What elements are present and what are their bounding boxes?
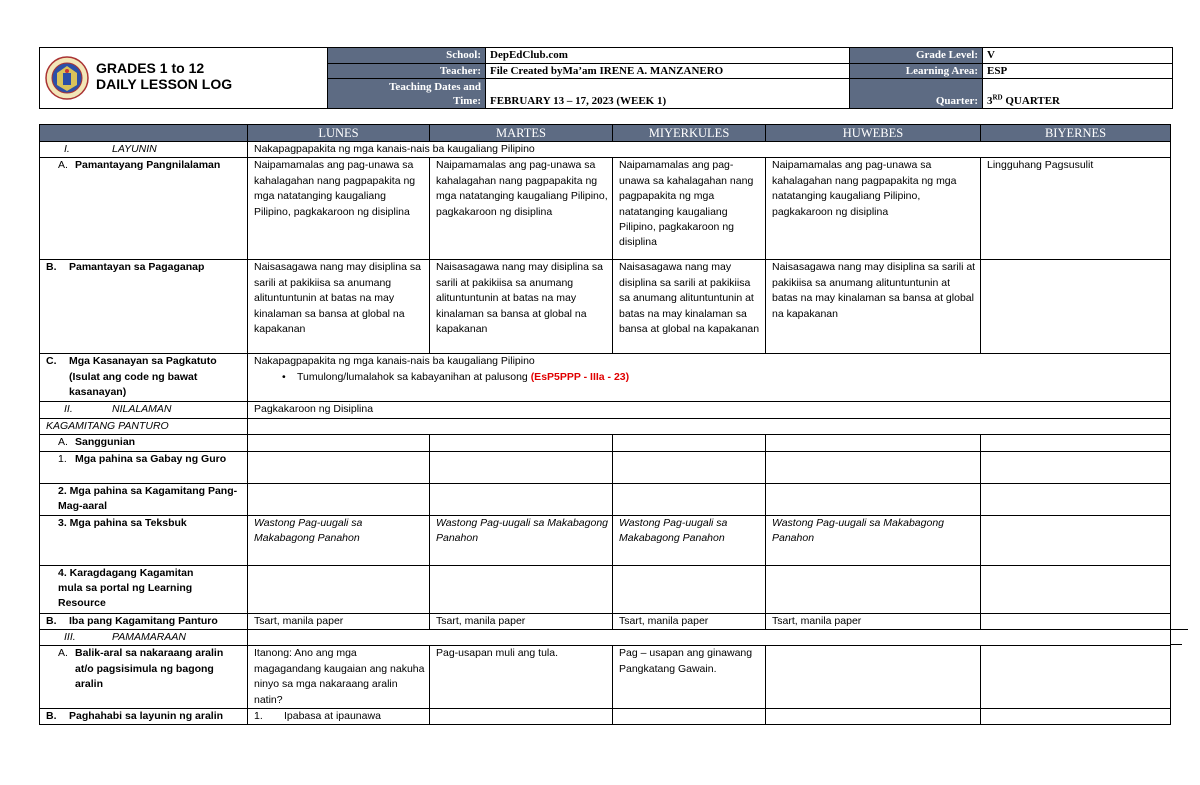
table-cell [248,435,430,451]
header-table [39,47,1173,109]
table-row [40,565,1171,613]
table-cell [766,565,981,613]
table-cell [981,646,1171,709]
table-cell: Naipamamalas ang pag-unawa sa kahalagahan nang pagpapakita ng mga natatanging kaugaliang Pilipino, pagkakaroon ng disiplina [430,158,613,260]
table-row [40,646,1171,709]
table-cell [430,565,613,613]
table-row [40,709,1171,725]
day-martes: MARTES [430,125,613,142]
row-label: B. Pamantayan sa Pagaganap [40,260,248,354]
table-cell [981,515,1171,565]
teacher-value: File Created byMa’am IRENE A. MANZANERO [486,63,850,79]
table-cell [766,451,981,483]
divider [1170,629,1188,630]
table-cell [981,613,1171,629]
row-label: A. Balik-aral sa nakaraang aralin at/o pagsisimula ng bagong aralin [40,646,248,709]
table-cell [430,709,613,725]
section-label: III. PAMAMARAAN [40,630,248,646]
table-cell: Wastong Pag-uugali sa Makabagong Panahon [430,515,613,565]
table-row [40,158,1171,260]
school-label: School: [328,48,486,64]
table-cell: Tsart, manila paper [430,613,613,629]
row-label: 2. Mga pahina sa Kagamitang Pang-Mag-aaral [40,483,248,515]
competency-code: (EsP5PPP - IIIa - 23) [530,370,630,383]
teaching-dates-value: FEBRUARY 13 – 17, 2023 (WEEK 1) [486,79,850,109]
table-cell: Tsart, manila paper [248,613,430,629]
table-cell [766,646,981,709]
table-cell [981,565,1171,613]
learning-area-label: Learning Area: [850,63,983,79]
table-cell [613,435,766,451]
table-cell [248,418,1171,434]
table-row [40,354,1171,402]
days-header-row [40,125,1171,142]
teaching-dates-label: Teaching Dates and Time: [328,79,486,109]
table-row [40,483,1171,515]
table-cell [613,483,766,515]
day-huwebes: HUWEBES [766,125,981,142]
table-cell [613,565,766,613]
table-cell [981,260,1171,354]
day-biyernes: BIYERNES [981,125,1171,142]
table-cell [766,483,981,515]
days-header-blank [40,125,248,142]
layunin-value: Nakapagpapakita ng mga kanais-nais ba kaugaliang Pilipino [248,142,1171,158]
table-row [40,418,1171,434]
quarter-value: 3RD QUARTER [983,79,1173,109]
table-row [40,260,1171,354]
table-cell [766,709,981,725]
table-row [40,435,1171,451]
kasanayan-value: Nakapagpapakita ng mga kanais-nais ba kaugaliang Pilipino • Tumulong/lumalahok sa kabayanihan at palusong (EsP5PPP - IIIa - 23) [248,354,1171,402]
table-cell [248,451,430,483]
learning-area-value: ESP [983,63,1173,79]
table-cell [766,435,981,451]
table-row [40,451,1171,483]
row-label: 4. Karagdagang Kagamitan mula sa portal ng Learning Resource [40,565,248,613]
table-cell: Wastong Pag-uugali sa Makabagong Panahon [766,515,981,565]
grade-level-label: Grade Level: [850,48,983,64]
lesson-log-table [39,124,1171,725]
table-cell [248,483,430,515]
table-cell [981,709,1171,725]
teacher-label: Teacher: [328,63,486,79]
table-cell: Tsart, manila paper [613,613,766,629]
section-label: I. LAYUNIN [40,142,248,158]
day-lunes: LUNES [248,125,430,142]
row-label: A. Pamantayang Pangnilalaman [40,158,248,260]
table-cell: Pag – usapan ang ginawang Pangkatang Gawain. [613,646,766,709]
table-cell: 1. Ipabasa at ipaunawa [248,709,430,725]
row-label: B. Paghahabi sa layunin ng aralin [40,709,248,725]
table-cell: Itanong: Ano ang mga magagandang kaugaian ang nakuha ninyo sa mga nakaraang aralin natin? [248,646,430,709]
table-cell: Naipamamalas ang pag-unawa sa kahalagahan nang pagpapakita ng mga natatanging kaugaliang Pilipino, pagkakaroon ng disiplina [766,158,981,260]
quarter-label: Quarter: [850,79,983,109]
table-cell: Naipamamalas ang pag-unawa sa kahalagahan nang pagpapakita ng mga natatanging kaugaliang Pilipino, pagkakaroon ng disiplina [613,158,766,260]
day-miyerkules: MIYERKULES [613,125,766,142]
row-label: B. Iba pang Kagamitang Panturo [40,613,248,629]
table-cell: Naisasagawa nang may disiplina sa sarili at pakikiisa sa anumang alituntuntunin at batas na may kinalaman sa bansa at global na kapakanan [248,260,430,354]
table-cell: Naisasagawa nang may disiplina sa sarili at pakikiisa sa anumang alituntuntunin at batas na may kinalaman sa bansa at global na kapakanan [430,260,613,354]
table-cell [981,435,1171,451]
table-cell [430,451,613,483]
divider [1170,644,1182,645]
table-cell: Lingguhang Pagsusulit [981,158,1171,260]
nilalaman-value: Pagkakaroon ng Disiplina [248,402,1171,418]
table-cell: Pag-usapan muli ang tula. [430,646,613,709]
page-title: GRADES 1 to 12 DAILY LESSON LOG [96,60,233,92]
table-row [40,630,1171,646]
row-label: A. Sanggunian [40,435,248,451]
section-label: II. NILALAMAN [40,402,248,418]
school-value: DepEdClub.com [486,48,850,64]
table-cell: Wastong Pag-uugali sa Makabagong Panahon [248,515,430,565]
table-row [40,515,1171,565]
table-cell [613,709,766,725]
table-cell [430,483,613,515]
table-cell [981,451,1171,483]
table-cell [430,435,613,451]
row-label: C. Mga Kasanayan sa Pagkatuto (Isulat ang code ng bawat kasanayan) [40,354,248,402]
section-label: KAGAMITANG PANTURO [40,418,248,434]
row-label: 1. Mga pahina sa Gabay ng Guro [40,451,248,483]
row-label: 3. Mga pahina sa Teksbuk [40,515,248,565]
table-cell: Wastong Pag-uugali sa Makabagong Panahon [613,515,766,565]
table-row [40,402,1171,418]
table-cell: Naisasagawa nang may disiplina sa sarili at pakikiisa sa anumang alituntuntunin at batas na may kinalaman sa bansa at global na kapakanan [613,260,766,354]
grade-level-value: V [983,48,1173,64]
table-cell [248,630,1171,646]
table-cell [613,451,766,483]
header-title-cell [40,48,328,109]
table-cell: Tsart, manila paper [766,613,981,629]
table-cell [981,483,1171,515]
deped-seal-icon [45,56,89,100]
table-cell: Naisasagawa nang may disiplina sa sarili at pakikiisa sa anumang alituntuntunin at batas na may kinalaman sa bansa at global na kapakanan [766,260,981,354]
table-cell [248,565,430,613]
table-cell: Naipamamalas ang pag-unawa sa kahalagahan nang pagpapakita ng mga natatanging kaugaliang Pilipino, pagkakaroon ng disiplina [248,158,430,260]
table-row [40,142,1171,158]
table-row [40,613,1171,629]
